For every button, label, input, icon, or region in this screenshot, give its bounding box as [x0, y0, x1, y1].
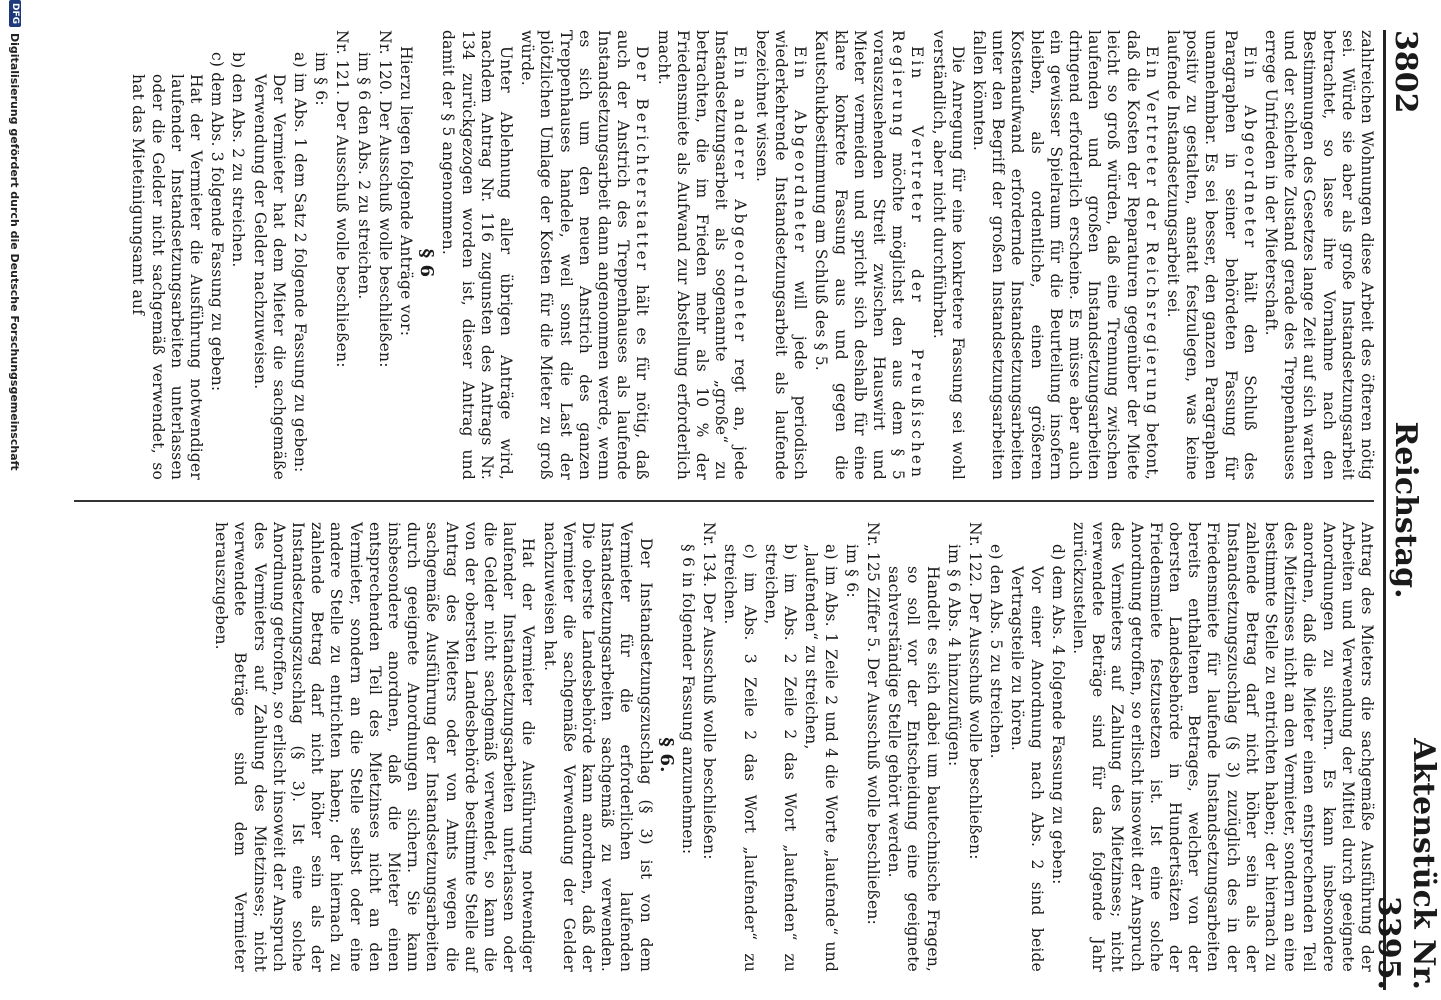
paragraph	[752, 30, 810, 480]
paragraph-text: im § 6:	[312, 52, 331, 106]
paragraph-text: Hierzu liegen folgende Anträge vor:	[397, 46, 416, 337]
list-item	[311, 30, 330, 480]
paragraph-text: Hat der Vermieter die Ausführung notwendiger laufender Instandsetzungsarbeiten unterlassen oder die Gelder nicht sachgemäß verwendet, so kann die von der obersten Landesbehörde bestimmte Stelle auf Antrag des Mieters oder von Amts wegen die sachgemäße Ausführung der Instandsetzungsarbeiten durch geeignete Anordnungen sichern. Sie kann insbesondere anordnen, daß die Mieter einen entsprechenden Teil des Mietzinses nicht an den Vermieter, sondern an die Stelle selbst oder eine andere Stelle zu entrichten haben; der hiernach zu zahlende Betrag darf nicht höher sein als der Instandsetzungszuschlag (§ 3). Ist eine solche Anordnung getroffen, so erlischt insoweit der Anspruch des Vermieters auf Zahlung des Mietzinses; nicht verwendete Beträge sind dem Vermieter herauszugeben.	[212, 522, 538, 972]
paragraph	[332, 30, 351, 480]
left-column	[126, 30, 1376, 480]
paragraph-text: a) im Abs. 1 Zeile 2 und 4 die Worte „laufende“ und „laufenden“ zu streichen,	[802, 544, 840, 972]
section-heading: § 6	[416, 248, 438, 278]
paragraph-text: § 6 in folgender Fassung anzunehmen:	[679, 544, 698, 855]
paragraph	[438, 30, 515, 480]
paragraph-text: hält den Schluß des Paragraphen in seiner behördeten Fassung für unannehmbar. Es sei besser, den ganzen Paragraphen positiv zu gestalten, anstatt festzulegen, was keine laufende Instandsetzungsarbeit sei.	[1163, 30, 1259, 480]
footer-text: Digitalisierung gefördert durch die Deutsche Forschungsgemeinschaft	[8, 33, 22, 471]
paragraph	[539, 522, 654, 972]
list-item	[1048, 522, 1067, 972]
paragraph	[811, 30, 926, 480]
list-item	[290, 30, 309, 480]
paragraph-text: Die Anregung für eine konkretere Fassung sei wohl verständlich, aber nicht durchführbar.	[929, 30, 967, 480]
paragraph	[969, 30, 1161, 480]
speaker-lead: Ein Abgeordneter	[1240, 46, 1259, 251]
list-item	[944, 522, 963, 972]
paragraph	[1261, 30, 1376, 480]
paragraph-text: d) dem Abs. 4 folgende Fassung zu geben:	[1048, 544, 1067, 885]
paragraph	[396, 30, 415, 480]
dfg-logo: DFG	[9, 0, 21, 27]
page-header	[1371, 30, 1441, 990]
paragraph-text: Der Instandsetzungszuschlag (§ 3) ist von dem Vermieter für die erforderlichen laufenden Instandsetzungsarbeiten sachgemäß zu verwenden. Die oberste Landesbehörde kann anordnen, daß der Vermieter die sachgemäße Verwendung der Gelder nachzuweisen hat.	[540, 522, 655, 972]
paragraph-text: Hat der Vermieter die Ausführung notwendiger laufender Instandsetzungsarbeiten unterlassen oder die Gelder nicht sachgemäß verwendet, so hat das Mieteinigungsamt auf	[129, 74, 206, 480]
paragraph-text: Nr. 134. Der Ausschuß wolle beschließen:	[700, 522, 719, 860]
paragraph	[928, 30, 966, 480]
speaker-lead: Ein Vertreter der Reichsregierung	[1142, 46, 1161, 417]
paragraph	[211, 522, 537, 972]
speaker-lead: Ein anderer Abgeordneter	[731, 46, 750, 345]
paragraph-text: Nr. 120. Der Ausschuß wolle beschließen:	[375, 30, 394, 368]
paragraph	[699, 522, 718, 972]
paragraph	[517, 30, 651, 480]
paragraph	[653, 30, 749, 480]
list-item	[228, 30, 247, 480]
paragraph-text: b) im Abs. 2 Zeile 2 das Wort „laufenden“ zu streichen,	[761, 544, 800, 972]
list-item	[207, 30, 226, 480]
speaker-lead: Der Berichterstatter	[633, 46, 652, 274]
paragraph-text: e) den Abs. 5 zu streichen.	[987, 544, 1006, 759]
paragraph-text: Der Vermieter hat dem Mieter die sachgemäße Verwendung der Gelder nachzuweisen.	[250, 74, 288, 480]
paragraph	[1069, 522, 1376, 972]
section-heading: § 6.	[655, 737, 677, 773]
paragraph-text: Vor einer Anordnung nach Abs. 2 sind beide Vertragsteile zu hören.	[1008, 566, 1046, 972]
paragraph	[1163, 30, 1259, 480]
paragraph-text: c) im Abs. 3 Zeile 2 das Wort „laufender“ zu streichen.	[721, 544, 759, 972]
paragraph-text: Unter Ablehnung aller übrigen Anträge wird, nachdem Antrag Nr. 116 zugunsten des Antrags Nr. 134 zurückgezogen worden ist, dieser Antrag und damit der § 5 angenommen.	[439, 30, 516, 480]
paragraph-text: im § 6 Abs. 4 hinzuzufügen:	[944, 544, 963, 767]
paragraph-text: möchte möglichst den aus dem § 5 vorauszusehenden Streit zwischen Hauswirt und Mieter vermeiden und spricht sich deshalb für eine klare konkrete Fassung aus und gegen die Kautschukbestimmung am Schluß des § 5.	[812, 30, 908, 480]
list-item	[720, 522, 758, 972]
page-number: 3802	[1388, 30, 1424, 114]
paragraph	[863, 522, 882, 972]
paragraph-text: Antrag des Mieters die sachgemäße Ausführung der Arbeiten und Verwendung der Mittel durch geeignete Anordnungen zu sichern. Es kann insbesondere anordnen, daß die Mieter einen entsprechenden Teil des Mietzinses nicht an den Vermieter, sondern an eine bestimmte Stelle zu entrichten haben; der hiernach zu zahlende Betrag darf nicht höher sein als der Instandsetzungszuschlag (§ 3) zuzüglich des in der Friedensmiete für laufende Instandsetzungsarbeiten bereits enthaltenen Betrages, welcher von der obersten Landesbehörde in Hundertsätzen der Friedensmiete festzusetzen ist. Ist eine solche Anordnung getroffen, so erlischt insoweit der Anspruch des Vermieters auf Zahlung des Mietzinses; nicht verwendete Beträge sind für das folgende Jahr zurückzustellen.	[1069, 522, 1376, 972]
list-item	[842, 522, 861, 972]
list-item	[986, 522, 1005, 972]
list-item	[678, 522, 697, 972]
paragraph-text: a) im Abs. 1 dem Satz 2 folgende Fassung zu geben:	[291, 52, 310, 473]
paragraph	[375, 30, 394, 480]
publication-title: Reichstag.	[1388, 421, 1424, 599]
list-item	[801, 522, 839, 972]
paragraph-text: Nr. 125 Ziffer 5. Der Ausschuß wolle beschließen:	[863, 522, 882, 925]
list-item	[353, 30, 372, 480]
speaker-lead: Ein Abgeordneter	[791, 46, 810, 255]
paragraph-text: Nr. 121. Der Ausschuß wolle beschließen:	[333, 30, 352, 368]
list-item	[1007, 522, 1045, 972]
digitization-footer	[4, 0, 26, 1000]
paragraph	[965, 522, 984, 972]
list-item	[761, 522, 799, 972]
list-item	[884, 522, 942, 972]
paragraph-text: regt an, jede Instandsetzungsarbeit als sogenannte „große“ zu betrachten, die im Frieden mehr als 10 % der Friedensmiete als Aufwand zur Abstellung erforderlich macht.	[654, 30, 750, 480]
paragraph-text: c) dem Abs. 3 folgende Fassung zu geben:	[208, 52, 227, 392]
paragraph-text: b) den Abs. 2 zu streichen.	[229, 52, 248, 268]
paragraph-text: will jede periodisch wiederkehrende Instandsetzungsarbeit als laufende bezeichnet wissen.	[752, 30, 810, 480]
paragraph-text: hält es für nötig, daß auch der Anstrich des Treppenhauses als laufende Instandsetzungsarbeit dann angenommen werde, wenn es sich um den neuen Anstrich des ganzen Treppenhauses handele, weil sonst die Last der plötzlichen Umlage der Kosten für die Mieter zu groß würde.	[518, 30, 652, 480]
paragraph-text: zahlreichen Wohnungen diese Arbeit des öfteren nötig sei. Würde sie aber als große Instandsetzungsarbeit betrachtet, so lasse ihre Vornahme nach den Bestimmungen des Gesetzes lange Zeit auf sich warten und der schlechte Zustand gerade des Treppenhauses errege Unfrieden in der Mieterschaft.	[1261, 30, 1376, 480]
paragraph-text: Handelt es sich dabei um bautechnische Fragen, so soll vor der Entscheidung eine geeignete sachverständige Stelle gehört werden.	[885, 566, 942, 972]
right-column	[209, 522, 1376, 972]
document-number: Aktenstück Nr. 3395.	[1371, 738, 1441, 990]
paragraph-text: im § 6 den Abs. 2 zu streichen.	[354, 52, 373, 300]
paragraph-text: Nr. 122. Der Ausschuß wolle beschließen:	[965, 522, 984, 860]
speaker-lead: Ein Vertreter der Preußischen Regierung	[889, 30, 927, 480]
column-divider	[74, 500, 1374, 502]
list-item	[128, 30, 205, 480]
paragraph-text: im § 6:	[842, 544, 861, 598]
list-item	[249, 30, 287, 480]
paragraph-text: betont, daß die Kosten der Reparaturen gegenüber der Miete leicht so groß würden, daß eine Trennung zwischen laufenden und großen Instandsetzungsarbeiten dringend erforderlich erscheine. Es müsse aber auch ein gewisser Spielraum für die Beurteilung insofern bleiben, als ordentliche, einen größeren Kostenaufwand erfordernde Instandsetzungsarbeiten unter den Begriff der großen Instandsetzungsarbeiten fallen könnten.	[969, 30, 1161, 480]
